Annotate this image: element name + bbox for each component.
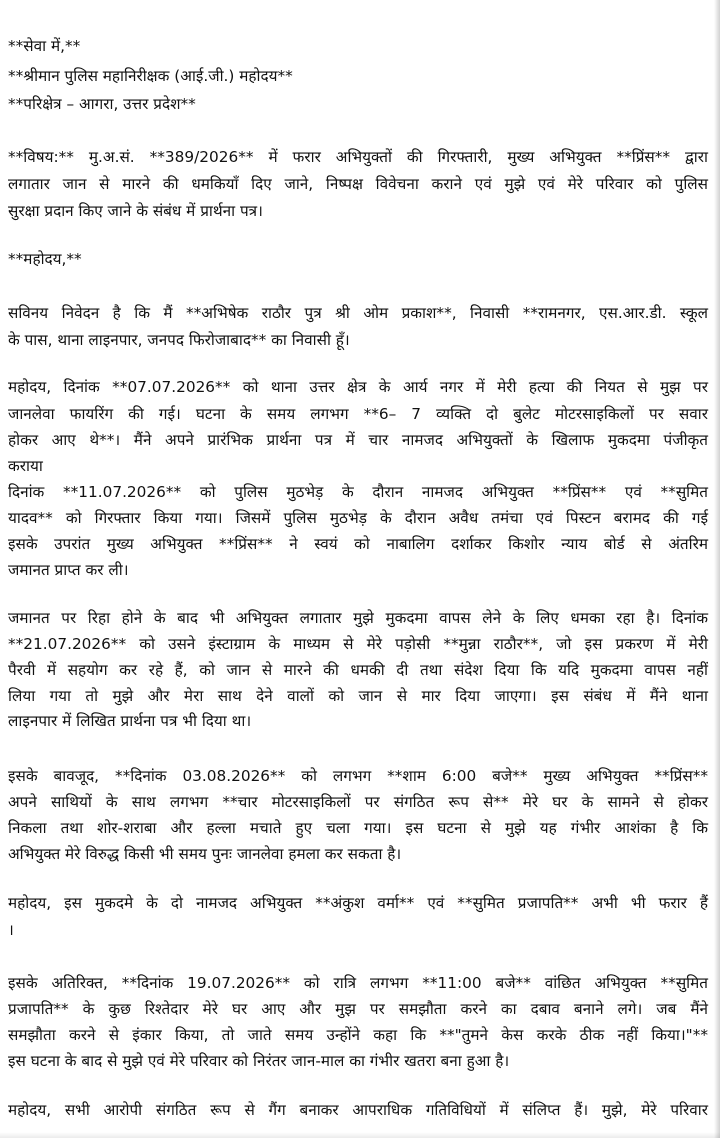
region-line: **परिक्षेत्र – आगरा, उत्तर प्रदेश** <box>8 95 196 113</box>
subject-line: लगातार जान से मारने की धमकियाँ दिए जाने, निष्पक्ष विवेचना कराने एवं मुझे एवं मेरे परिवार को पुलिस <box>8 175 708 193</box>
paragraph-line: **21.07.2026** को उसने इंस्टाग्राम के माध्यम से मेरे पड़ोसी **मुन्ना राठौर**, जो इस प्रकरण में मेरी <box>8 635 708 653</box>
paragraph-line: । <box>8 921 14 939</box>
paragraph-line: महोदय, इस मुकदमे के दो नामजद अभियुक्त **अंकुश वर्मा** एवं **सुमित प्रजापति** अभी भी फरार हैं <box>8 894 708 912</box>
paragraph-line: लिया गया तो मुझे और मेरा साथ देने वालों को जान से मार दिया जाएगा। इस संबंध में मैंने थाना <box>8 687 708 705</box>
paragraph-line: महोदय, दिनांक **07.07.2026** को थाना उत्तर क्षेत्र के आर्य नगर में मेरी हत्या की नियत से मुझ पर <box>8 378 708 396</box>
subject-line: सुरक्षा प्रदान किए जाने के संबंध में प्रार्थना पत्र। <box>8 202 263 220</box>
paragraph-line: प्रजापति** के कुछ रिश्तेदार मेरे घर आए और मुझ पर समझौता करने का दबाव बनाने लगे। जब मैंने <box>8 1000 708 1018</box>
greeting-line: **महोदय,** <box>8 250 82 268</box>
subject-line: **विषय:** मु.अ.सं. **389/2026** में फरार अभियुक्तों की गिरफ्तारी, मुख्य अभियुक्त **प्रिंस** द्वारा <box>8 148 708 166</box>
paragraph-line: निकला तथा शोर-शराबा और हल्ला मचाते हुए चला गया। इस घटना से मुझे यह गंभीर आशंका है कि <box>8 819 708 837</box>
paragraph-line: यादव** को गिरफ्तार किया गया। जिसमें पुलिस मुठभेड़ के दौरान अवैध तमंचा एवं पिस्टन बरामद की गई <box>8 509 708 527</box>
paragraph-line: इसके बावजूद, **दिनांक 03.08.2026** को लगभग **शाम 6:00 बजे** मुख्य अभियुक्त **प्रिंस** <box>8 767 708 785</box>
paragraph-line: अपने साथियों के साथ लगभग **चार मोटरसाइकिलों पर संगठित रूप से** मेरे घर के सामने से होकर <box>8 793 708 811</box>
paragraph-line: जानलेवा फायरिंग की गई। घटना के समय लगभग **6– 7 व्यक्ति दो बुलेट मोटरसाइकिलों पर सवार <box>8 405 708 423</box>
paragraph-line: महोदय, सभी आरोपी संगठित रूप से गैंग बनाकर आपराधिक गतिविधियों में संलिप्त हैं। मुझे, मेरे परिवार <box>8 1101 708 1119</box>
paragraph-line: इसके उपरांत मुख्य अभियुक्त **प्रिंस** ने स्वयं को नाबालिग दर्शाकर किशोर न्याय बोर्ड से अंतरिम <box>8 535 708 553</box>
paragraph-line: सविनय निवेदन है कि मैं **अभिषेक राठौर पुत्र श्री ओम प्रकाश**, निवासी **रामनगर, एस.आर.डी. स्कूल <box>8 304 708 322</box>
paragraph-line: पैरवी में सहयोग कर रहे हैं, को जान से मारने की धमकी दी तथा संदेश दिया कि यदि मुकदमा वापस नहीं <box>8 661 708 679</box>
paragraph-line: कराया <box>8 457 43 475</box>
page-bottom-shadow <box>0 1132 720 1138</box>
paragraph-line: के पास, थाना लाइनपार, जनपद फिरोजाबाद** का निवासी हूँ। <box>8 331 350 349</box>
paragraph-line: अभियुक्त मेरे विरुद्ध किसी भी समय पुनः जानलेवा हमला कर सकता है। <box>8 845 402 863</box>
addressee-line: **श्रीमान पुलिस महानिरीक्षक (आई.जी.) महोदय** <box>8 67 293 85</box>
paragraph-line: समझौता करने से इंकार किया, तो जाते समय उन्होंने कहा कि **"तुमने केस करके ठीक नहीं किया।"** <box>8 1026 708 1044</box>
paragraph-line: होकर आए थे**। मैंने अपने प्रारंभिक प्रार्थना पत्र में चार नामजद अभियुक्तों के खिलाफ मुकदमा पंजीकृत <box>8 431 708 449</box>
salutation-line: **सेवा में,** <box>8 37 81 55</box>
paragraph-line: दिनांक **11.07.2026** को पुलिस मुठभेड़ के दौरान नामजद अभियुक्त **प्रिंस** एवं **सुमित <box>8 483 708 501</box>
paragraph-line: जमानत पर रिहा होने के बाद भी अभियुक्त लगातार मुझे मुकदमा वापस लेने के लिए धमका रहा है। दिनांक <box>8 609 708 627</box>
paragraph-line: इसके अतिरिक्त, **दिनांक 19.07.2026** को रात्रि लगभग **11:00 बजे** वांछित अभियुक्त **सुमित <box>8 974 708 992</box>
paragraph-line: लाइनपार में लिखित प्रार्थना पत्र भी दिया था। <box>8 712 252 730</box>
paragraph-line: इस घटना के बाद से मुझे एवं मेरे परिवार को निरंतर जान-माल का गंभीर खतरा बना हुआ है। <box>8 1052 510 1070</box>
page-edge-shadow <box>714 0 720 1138</box>
paragraph-line: जमानत प्राप्त कर ली। <box>8 561 129 579</box>
